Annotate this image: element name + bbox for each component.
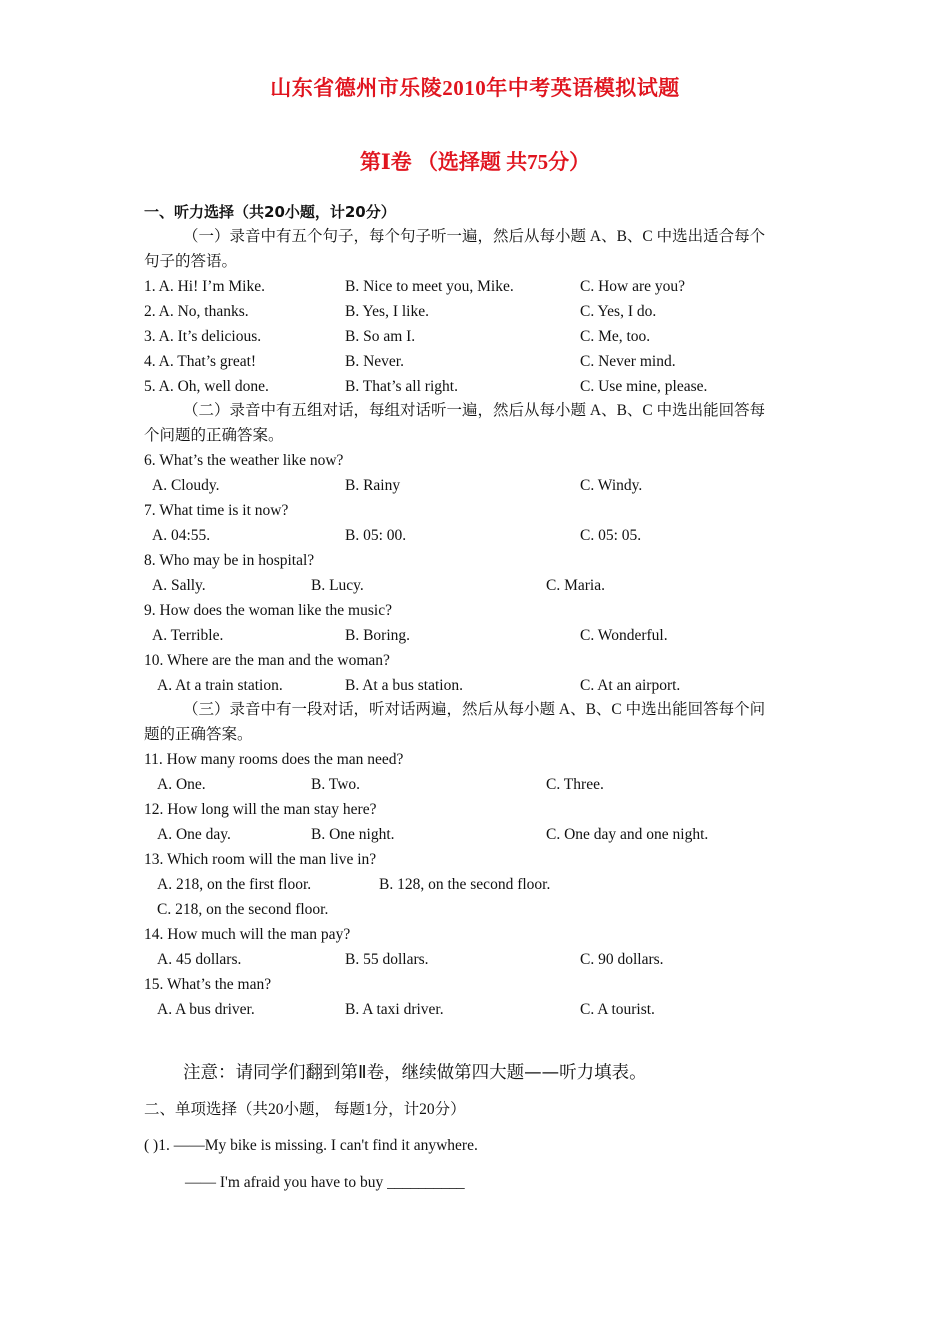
option-b: B. Boring. (345, 627, 411, 644)
option-b: B. Yes, I like. (345, 303, 429, 320)
option-a: A. 45 dollars. (157, 951, 242, 968)
option-b: B. Two. (311, 776, 361, 793)
question-text: 12. How long will the man stay here? (144, 801, 377, 818)
part2-q1-line2: —— I'm afraid you have to buy __________ (185, 1174, 465, 1191)
option-b: B. Lucy. (311, 577, 364, 594)
sub1-intro-line1: （一）录音中有五个句子，每个句子听一遍，然后从每小题 A、B、C 中选出适合每个 (183, 228, 766, 245)
question-text: 9. How does the woman like the music? (144, 602, 392, 619)
part1-heading: 一、听力选择（共20小题，计20分） (144, 203, 396, 221)
option-b: B. 128, on the second floor. (379, 876, 551, 893)
page-title: 山东省德州市乐陵2010年中考英语模拟试题 (270, 76, 680, 100)
option-c: C. Use mine, please. (580, 378, 708, 395)
question-text: 11. How many rooms does the man need? (144, 751, 404, 768)
option-b: B. One night. (311, 826, 395, 843)
option-c: C. Yes, I do. (580, 303, 657, 320)
option-b: B. 05: 00. (345, 527, 407, 544)
option-c: C. 90 dollars. (580, 951, 664, 968)
option-b: B. Nice to meet you, Mike. (345, 278, 514, 295)
option-b: B. So am I. (345, 328, 416, 345)
option-c: C. One day and one night. (546, 826, 709, 843)
option-c: C. Three. (546, 776, 604, 793)
option-a: 3. A. It’s delicious. (144, 328, 262, 345)
option-b: B. 55 dollars. (345, 951, 429, 968)
option-a: 2. A. No, thanks. (144, 303, 249, 320)
option-c: C. How are you? (580, 278, 686, 295)
question-text: 14. How much will the man pay? (144, 926, 351, 943)
option-c: C. Windy. (580, 477, 643, 494)
option-a: A. Cloudy. (152, 477, 220, 494)
part2-q1-line1: ( )1. ——My bike is missing. I can't find it anywhere. (144, 1137, 478, 1154)
question-text: 7. What time is it now? (144, 502, 289, 519)
paper-subtitle: 第Ⅰ卷 （选择题 共75分） (359, 150, 591, 174)
option-c: C. Maria. (546, 577, 605, 594)
option-b: B. That’s all right. (345, 378, 458, 395)
option-a: 1. A. Hi! I’m Mike. (144, 278, 265, 295)
part2-heading: 二、单项选择（共20小题， 每题1分，计20分） (144, 1101, 466, 1118)
question-text: 8. Who may be in hospital? (144, 552, 315, 569)
question-text: 6. What’s the weather like now? (144, 452, 344, 469)
option-a: A. 218, on the first floor. (157, 876, 312, 893)
question-text: 15. What’s the man? (144, 976, 272, 993)
sub1-intro-line2: 句子的答语。 (144, 253, 238, 270)
sub3-intro-line2: 题的正确答案。 (144, 726, 253, 743)
option-c: C. Wonderful. (580, 627, 668, 644)
option-c: C. 05: 05. (580, 527, 642, 544)
option-a: A. Terrible. (152, 627, 224, 644)
option-c: C. Never mind. (580, 353, 676, 370)
option-c: C. A tourist. (580, 1001, 655, 1018)
sub2-intro-line2: 个问题的正确答案。 (144, 427, 284, 444)
option-a: A. One day. (157, 826, 231, 843)
option-a: A. At a train station. (157, 677, 283, 694)
option-b: B. Rainy (345, 477, 401, 494)
question-text: 10. Where are the man and the woman? (144, 652, 390, 669)
question-text: 13. Which room will the man live in? (144, 851, 377, 868)
option-a: 4. A. That’s great! (144, 353, 257, 370)
option-a: A. Sally. (152, 577, 206, 594)
option-b: B. At a bus station. (345, 677, 463, 694)
option-c: C. 218, on the second floor. (157, 901, 329, 918)
sub2-intro-line1: （二）录音中有五组对话，每组对话听一遍，然后从每小题 A、B、C 中选出能回答每 (183, 402, 766, 419)
turn-page-note: 注意：请同学们翻到第Ⅱ卷，继续做第四大题——听力填表。 (183, 1063, 647, 1083)
option-b: B. Never. (345, 353, 404, 370)
option-c: C. At an airport. (580, 677, 681, 694)
option-a: A. One. (157, 776, 206, 793)
option-b: B. A taxi driver. (345, 1001, 444, 1018)
sub3-intro-line1: （三）录音中有一段对话，听对话两遍，然后从每小题 A、B、C 中选出能回答每个问 (183, 701, 766, 718)
option-a: 5. A. Oh, well done. (144, 378, 269, 395)
option-a: A. 04:55. (152, 527, 211, 544)
option-a: A. A bus driver. (157, 1001, 255, 1018)
option-c: C. Me, too. (580, 328, 651, 345)
